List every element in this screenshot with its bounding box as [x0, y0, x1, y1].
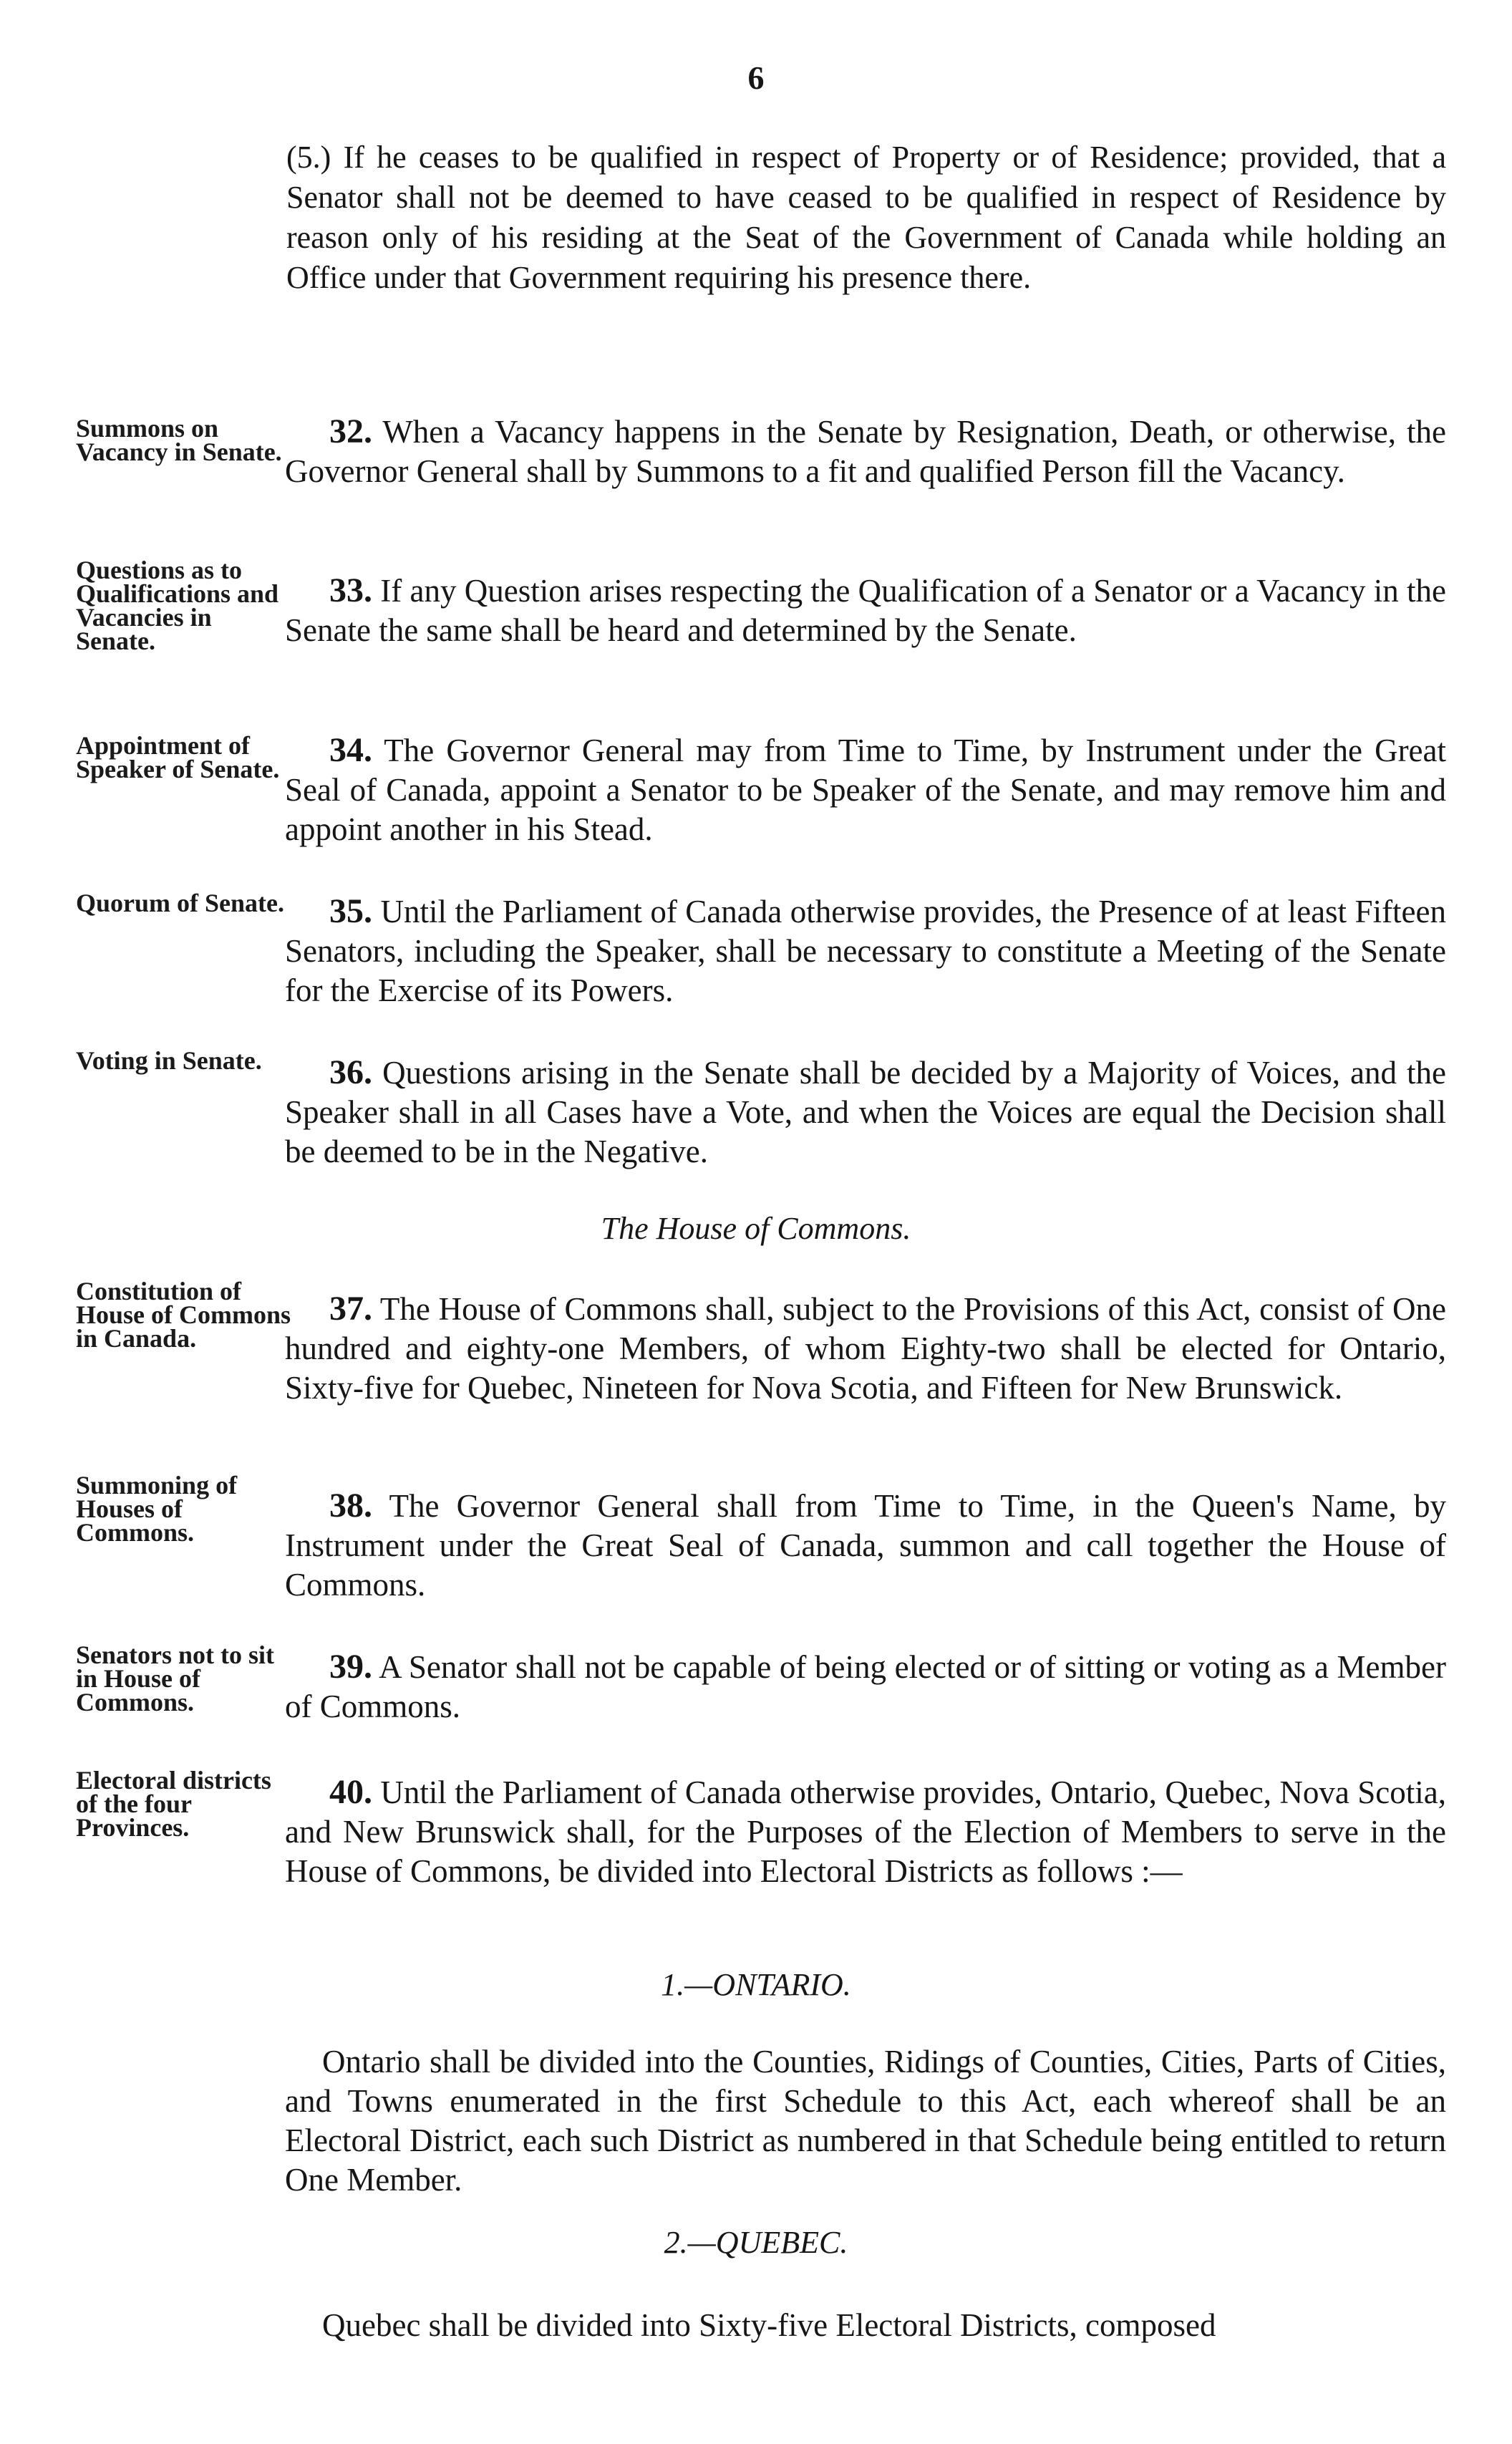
margin-note-35: Quorum of Senate. — [76, 889, 284, 917]
margin-note-40: Electoral districts of the four Provinces. — [76, 1766, 271, 1842]
section-32 — [285, 412, 1446, 491]
margin-note-38: Summoning of Houses of Commons. — [76, 1471, 238, 1547]
section-36 — [285, 1053, 1446, 1172]
intro-text: If he ceases to be qualified in respect of Property or of Residence; provided, that a Senator shall not be deemed to have ceased to be qualified in respect of Residence by reason only of his residing at the Seat of the Government of Canada while holding an Office under that Government requiring his presence there. — [286, 140, 1447, 295]
section-text: The Governor General may from Time to Time, by Instrument under the Great Seal of Canada, appoint a Senator to be Speaker of the Senate, and may remove him and appoint another in his Stead. — [285, 733, 1447, 847]
section-text: Until the Parliament of Canada otherwise provides, Ontario, Quebec, Nova Scotia, and New Brunswick shall, for the Purposes of the Election of Members to serve in the House of Commons, be divided into Electoral Districts as follows :— — [285, 1774, 1446, 1889]
section-text: If any Question arises respecting the Qualification of a Senator or a Vacancy in the Senate the same shall be heard and determined by the Senate. — [285, 573, 1447, 648]
section-39 — [285, 1647, 1446, 1726]
section-text: The House of Commons shall, subject to the Provisions of this Act, consist of One hundred and eighty-one Members, of whom Eighty-two shall be elected for Ontario, Sixty-five for Quebec, Nineteen for Nova Scotia, and Fifteen for New Brunswick. — [285, 1291, 1447, 1406]
section-text: The Governor General shall from Time to Time, in the Queen's Name, by Instrument under the Great Seal of Canada, summon and call together the House of Commons. — [285, 1488, 1447, 1603]
page-number: 6 — [747, 59, 765, 96]
section-text: Questions arising in the Senate shall be decided by a Majority of Voices, and the Speaker shall in all Cases have a Vote, and when the Voices are equal the Decision shall be deemed to be in the Negative. — [285, 1055, 1447, 1169]
section-number: 36. — [329, 1053, 372, 1091]
section-text: Until the Parliament of Canada otherwise provides, the Presence of at least Fifteen Senators, including the Speaker, shall be necessary to constitute a Meeting of the Senate for the Exercise of its Powers. — [285, 894, 1447, 1008]
margin-note-39: Senators not to sit in House of Commons. — [76, 1641, 274, 1716]
section-number: 38. — [329, 1487, 372, 1525]
section-37 — [285, 1289, 1446, 1408]
margin-note-36: Voting in Senate. — [76, 1046, 262, 1075]
section-text: A Senator shall not be capable of being elected or of sitting or voting as a Member of Commons. — [285, 1649, 1446, 1724]
section-34 — [285, 730, 1446, 849]
ontario-heading: 1.—ONTARIO. — [661, 1967, 851, 2002]
section-38 — [285, 1486, 1446, 1605]
quebec-heading: 2.—QUEBEC. — [664, 2225, 848, 2260]
margin-note-37: Constitution of House of Commons in Canada. — [76, 1277, 291, 1353]
section-number: 33. — [329, 571, 372, 609]
section-35 — [285, 892, 1446, 1010]
section-number: 32. — [329, 412, 372, 450]
section-40 — [285, 1772, 1446, 1891]
section-number: 40. — [329, 1773, 372, 1811]
intro-paragraph — [286, 137, 1446, 298]
ontario-paragraph: Ontario shall be divided into the Counties, Ridings of Counties, Cities, Parts of Cities, and Towns enumerated in the first Schedule to this Act, each whereof shall be an Electoral District, each such District as numbered in that Schedule being entitled to return One Member. — [285, 2044, 1446, 2198]
section-number: 35. — [329, 892, 372, 930]
section-number: 37. — [329, 1290, 372, 1328]
margin-note-34: Appointment of Speaker of Senate. — [76, 731, 280, 783]
house-of-commons-heading: The House of Commons. — [601, 1211, 911, 1246]
intro-label: (5.) — [286, 140, 331, 175]
margin-note-33: Questions as to Qualifications and Vacancies in Senate. — [76, 556, 279, 655]
section-number: 39. — [329, 1648, 372, 1686]
section-text: When a Vacancy happens in the Senate by Resignation, Death, or otherwise, the Governor General shall by Summons to a fit and qualified Person fill the Vacancy. — [285, 414, 1447, 489]
section-33 — [285, 571, 1446, 650]
quebec-paragraph: Quebec shall be divided into Sixty-five Electoral Districts, composed — [322, 2307, 1216, 2343]
margin-note-32: Summons on Vacancy in Senate. — [76, 414, 282, 466]
section-number: 34. — [329, 731, 372, 769]
